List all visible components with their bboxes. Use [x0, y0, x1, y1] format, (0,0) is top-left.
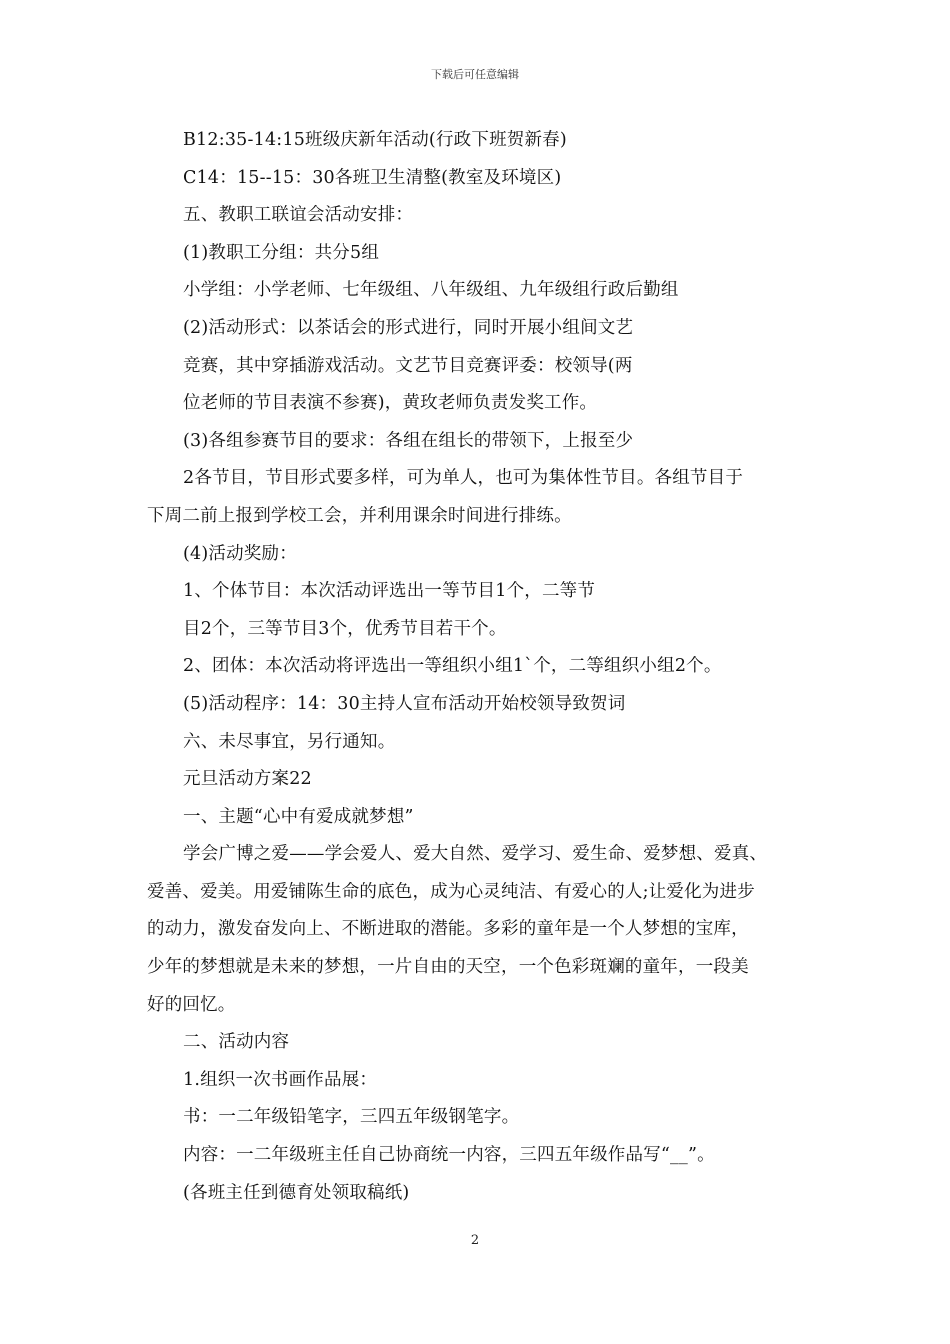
- section-heading: 六、未尽事宜，另行通知。: [183, 731, 396, 752]
- text-line: (3)各组参赛节目的要求：各组在组长的带领下，上报至少: [183, 430, 634, 451]
- text-line: 竞赛，其中穿插游戏活动。文艺节目竞赛评委：校领导(两: [183, 355, 633, 376]
- section-heading: 五、教职工联谊会活动安排：: [183, 205, 414, 226]
- text-line: 2、团体：本次活动将评选出一等组织小组1`个，二等组织小组2个。: [183, 656, 722, 677]
- text-line: 1、个体节目：本次活动评选出一等节目1个，二等节: [183, 581, 596, 602]
- page-header: 下载后可任意编辑: [431, 68, 519, 81]
- text-line: 2各节目，节目形式要多样，可为单人，也可为集体性节目。各组节目于: [183, 468, 744, 489]
- document-title: 元旦活动方案22: [183, 769, 312, 790]
- section-heading: 一、主题“心中有爱成就梦想”: [183, 806, 414, 827]
- text-line: (1)教职工分组：共分5组: [183, 242, 380, 263]
- page-number: 2: [470, 1233, 480, 1248]
- text-line: (5)活动程序：14：30主持人宣布活动开始校领导致贺词: [183, 693, 626, 714]
- section-heading: 二、活动内容: [183, 1032, 290, 1053]
- text-line: 书：一二年级铅笔字，三四五年级钢笔字。: [183, 1107, 520, 1128]
- text-line: 目2个，三等节目3个，优秀节目若干个。: [183, 618, 507, 639]
- text-line: 内容：一二年级班主任自己协商统一内容，三四五年级作品写“__”。: [183, 1145, 715, 1166]
- text-line: 爱善、爱美。用爱铺陈生命的底色，成为心灵纯洁、有爱心的人;让爱化为进步: [147, 881, 755, 902]
- text-line: 好的回忆。: [147, 994, 236, 1015]
- text-line: 学会广博之爱——学会爱人、爱大自然、爱学习、爱生命、爱梦想、爱真、: [183, 844, 768, 865]
- text-line: 下周二前上报到学校工会，并利用课余时间进行排练。: [147, 505, 572, 526]
- text-line: 小学组：小学老师、七年级组、八年级组、九年级组行政后勤组: [183, 280, 679, 301]
- text-line: 位老师的节目表演不参赛)，黄玫老师负责发奖工作。: [183, 393, 598, 414]
- text-line: B12:35-14:15班级庆新年活动(行政下班贺新春): [183, 130, 567, 150]
- text-line: (2)活动形式：以茶话会的形式进行，同时开展小组间文艺: [183, 317, 634, 338]
- document-body: [147, 122, 827, 1212]
- text-line: 少年的梦想就是未来的梦想，一片自由的天空，一个色彩斑斓的童年，一段美: [147, 957, 749, 978]
- text-line: 1.组织一次书画作品展：: [183, 1069, 378, 1090]
- text-line: C14：15--15：30各班卫生清整(教室及环境区): [183, 167, 562, 188]
- text-line: 的动力，激发奋发向上、不断进取的潜能。多彩的童年是一个人梦想的宝库，: [147, 919, 749, 940]
- text-line: (各班主任到德育处领取稿纸): [183, 1182, 410, 1203]
- text-line: (4)活动奖励：: [183, 543, 297, 564]
